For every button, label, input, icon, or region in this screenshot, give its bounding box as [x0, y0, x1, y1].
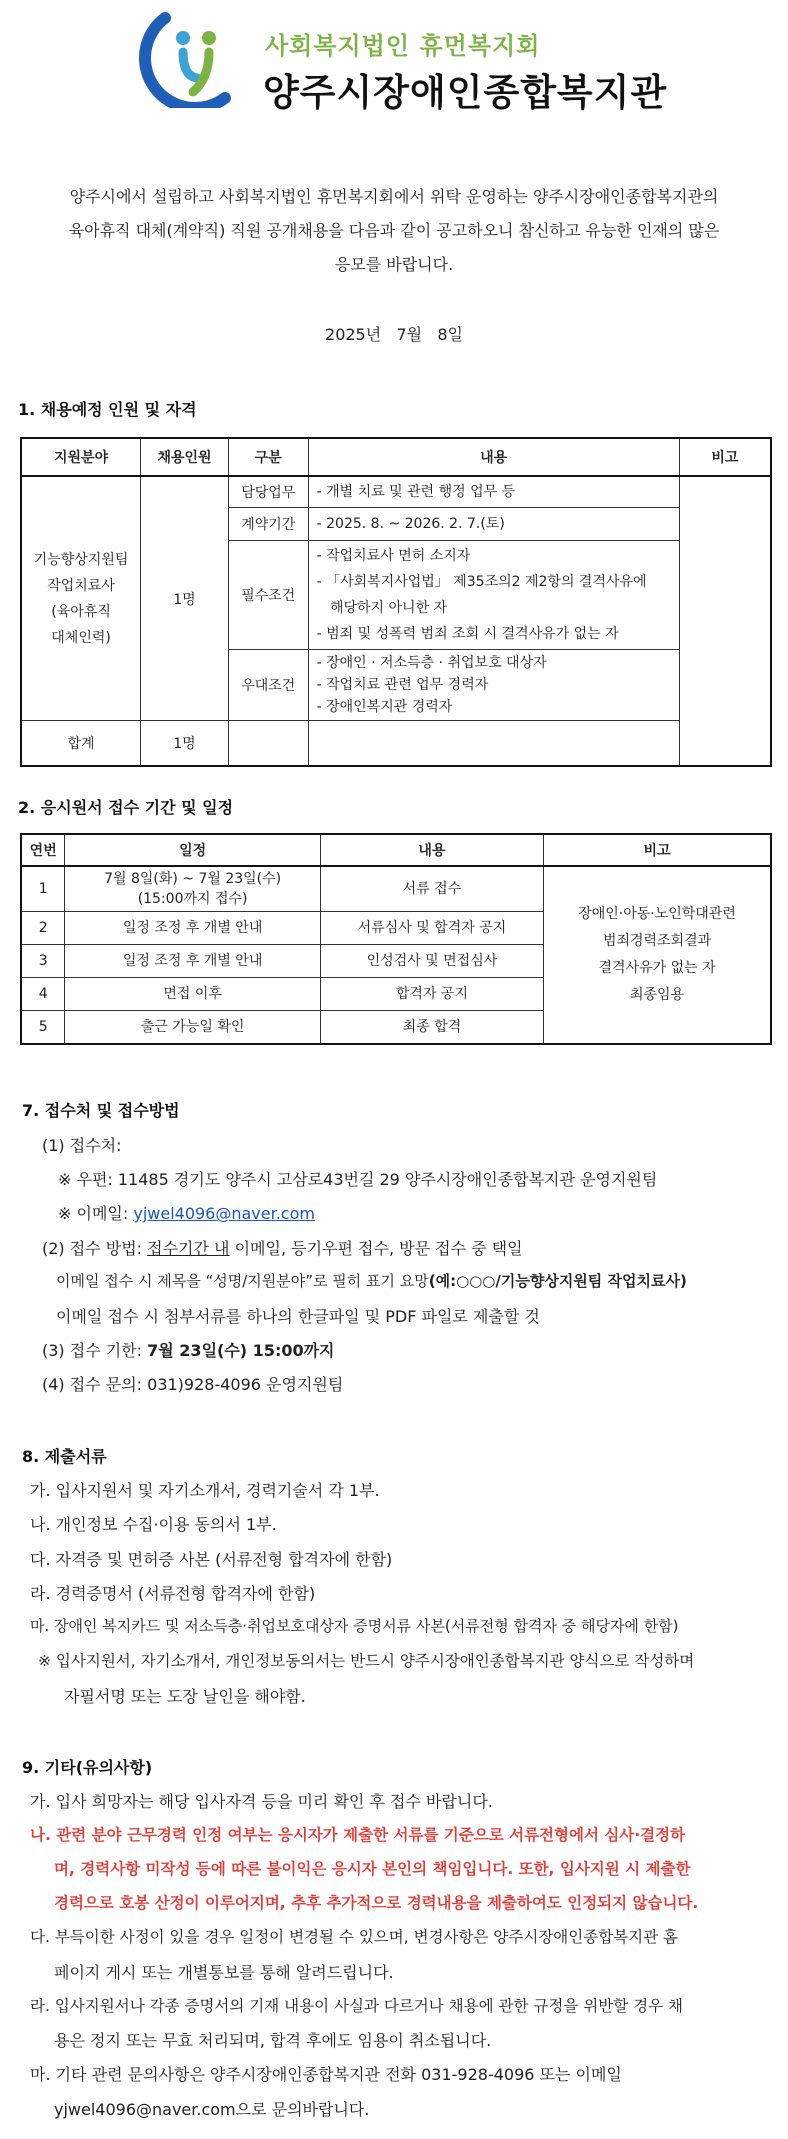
- remark-cell: [544, 866, 771, 1044]
- field-line: (육아휴직: [51, 603, 111, 620]
- row-number: 1: [21, 866, 65, 912]
- field-line: 작업치료사: [47, 577, 115, 594]
- text-line: [56, 1270, 687, 1291]
- column-header: 구분: [228, 438, 308, 476]
- text-line: 이메일 접수 시 첨부서류를 하나의 한글파일 및 PDF 파일로 제출할 것: [56, 1307, 540, 1326]
- announcement-date: 2025년 7월 8일: [325, 325, 463, 344]
- table-row: [21, 476, 771, 508]
- column-header: 지원분야: [21, 438, 141, 476]
- remark-cell: [679, 476, 771, 766]
- row-number: 3: [21, 945, 65, 978]
- warning-line: 나. 관련 분야 근무경력 인정 여부는 응시자가 제출한 서류를 기준으로 서류전형에서 심사·결정하: [30, 1826, 686, 1844]
- note-line: 자필서명 또는 도장 날인을 해야함.: [64, 1687, 306, 1706]
- row-number: 5: [21, 1011, 65, 1045]
- text-span: (예:○○○/기능향상지원팀 작업치료사): [428, 1272, 687, 1290]
- content-cell: 서류 접수: [320, 866, 543, 912]
- intro-line: 육아휴직 대체(계약직) 직원 공개채용을 다음과 같이 공고하오니 참신하고 유능한 인재의 많은: [68, 221, 720, 240]
- text-span: 접수기간 내: [147, 1239, 230, 1258]
- email-link[interactable]: yjwel4096@naver.com: [133, 1204, 315, 1223]
- text-span: (3) 접수 기한:: [42, 1341, 148, 1360]
- org-subtitle: 사회복지법인 휴먼복지회: [265, 32, 541, 60]
- remark-line: 범죄경력조회결과: [602, 933, 712, 949]
- category-cell: 필수조건: [228, 541, 308, 650]
- category-cell: 담당업무: [228, 476, 308, 508]
- content-line: - 「사회복지사업법」 제35조의2 제2항의 결격사유에: [316, 574, 647, 590]
- content-line: - 작업치료 관련 업무 경력자: [316, 677, 489, 693]
- org-title: 양주시장애인종합복지관: [263, 71, 668, 114]
- schedule-cell: 일정 조정 후 개별 안내: [65, 945, 320, 978]
- category-cell: 계약기간: [228, 508, 308, 541]
- remark-line: 장애인·아동·노인학대관련: [578, 906, 736, 922]
- list-item: yjwel4096@naver.com으로 문의바랍니다.: [54, 2100, 370, 2119]
- column-header: 비고: [544, 834, 771, 866]
- intro-line: 응모를 바랍니다.: [334, 255, 454, 274]
- text-line: [58, 1201, 315, 1224]
- section1-title: 1. 채용예정 인원 및 자격: [18, 400, 197, 419]
- email-label: ※ 이메일:: [58, 1204, 134, 1223]
- content-cell: - 개별 치료 및 관련 행정 업무 등: [308, 476, 679, 508]
- header: [125, 8, 685, 114]
- text-line: [42, 1236, 523, 1259]
- empty-cell: [228, 721, 308, 767]
- row-number: 4: [21, 978, 65, 1011]
- section7-title: 7. 접수처 및 접수방법: [22, 1101, 180, 1120]
- schedule-table: [20, 833, 772, 1045]
- text-line: ※ 우편: 11485 경기도 양주시 고삼로43번길 29 양주시장애인종합복지관 운영지원팀: [58, 1170, 658, 1189]
- field-cell: [21, 476, 141, 721]
- content-line: 해당하지 아니한 자: [316, 600, 448, 616]
- content-cell: 서류심사 및 합격자 공지: [320, 912, 543, 945]
- table-header-row: [21, 438, 771, 476]
- text-span: 이메일, 등기우편 접수, 방문 접수 중 택일: [229, 1239, 523, 1258]
- recruitment-table: [20, 437, 772, 767]
- empty-cell: [308, 721, 679, 767]
- total-label-cell: 합계: [21, 721, 141, 767]
- remark-line: 결격사유가 없는 자: [598, 960, 716, 976]
- list-item: 다. 부득이한 사정이 있을 경우 일정이 변경될 수 있으며, 변경사항은 양주시장애인종합복지관 홈: [30, 1928, 679, 1946]
- content-line: - 작업치료사 면허 소지자: [316, 548, 471, 564]
- total-count-cell: 1명: [141, 721, 229, 767]
- content-cell: 인성검사 및 면접심사: [320, 945, 543, 978]
- section9-title: 9. 기타(유의사항): [22, 1758, 153, 1777]
- content-line: - 범죄 및 성폭력 범죄 조회 시 결격사유가 없는 자: [316, 626, 619, 642]
- text-line: (4) 접수 문의: 031)928-4096 운영지원팀: [42, 1375, 344, 1394]
- row-number: 2: [21, 912, 65, 945]
- column-header: 내용: [320, 834, 543, 866]
- section2-title: 2. 응시원서 접수 기간 및 일정: [18, 798, 234, 817]
- list-item: 가. 입사지원서 및 자기소개서, 경력기술서 각 1부.: [30, 1481, 380, 1500]
- field-line: 기능향상지원팀: [33, 551, 129, 568]
- column-header: 내용: [308, 438, 679, 476]
- list-item: 라. 경력증명서 (서류전형 합격자에 한함): [30, 1584, 316, 1603]
- schedule-cell: 면접 이후: [65, 978, 320, 1011]
- warning-line: 며, 경력사항 미작성 등에 따른 불이익은 응시자 본인의 책임입니다. 또한, 입사지원 시 제출한: [54, 1860, 691, 1878]
- note-line: ※ 입사지원서, 자기소개서, 개인정보동의서는 반드시 양주시장애인종합복지관 양식으로 작성하며: [38, 1652, 695, 1670]
- content-cell: 합격자 공지: [320, 978, 543, 1011]
- column-header: 비고: [679, 438, 771, 476]
- schedule-cell: [65, 866, 320, 912]
- list-item: 마. 장애인 복지카드 및 저소득층·취업보호대상자 증명서류 사본(서류전형 합격자 중 해당자에 한함): [30, 1617, 679, 1635]
- column-header: 채용인원: [141, 438, 229, 476]
- column-header: 연번: [21, 834, 65, 866]
- content-line: - 장애인 · 저소득층 · 취업보호 대상자: [316, 655, 547, 671]
- intro-paragraph: [30, 180, 758, 282]
- section8-title: 8. 제출서류: [22, 1447, 107, 1466]
- content-cell: 최종 합격: [320, 1011, 543, 1045]
- content-cell: [308, 541, 679, 650]
- warning-line: 경력으로 호봉 산정이 이루어지며, 추후 추가적으로 경력내용을 제출하여도 인정되지 않습니다.: [54, 1894, 699, 1912]
- text-line: [42, 1338, 335, 1361]
- list-item: 가. 입사 희망자는 해당 입사자격 등을 미리 확인 후 접수 바랍니다.: [30, 1792, 493, 1811]
- list-item: 다. 자격증 및 면허증 사본 (서류전형 합격자에 한함): [30, 1550, 393, 1569]
- count-cell: 1명: [141, 476, 229, 721]
- field-line: 대체인력): [51, 629, 111, 646]
- list-item: 라. 입사지원서나 각종 증명서의 기재 내용이 사실과 다르거나 채용에 관한 규정을 위반할 경우 채: [30, 1997, 683, 2015]
- text-span: 이메일 접수 시 제목을 “성명/지원분야”로 필히 표기 요망: [56, 1272, 429, 1290]
- schedule-line: (15:00까지 접수): [137, 891, 248, 907]
- category-cell: 우대조건: [228, 650, 308, 721]
- schedule-cell: 일정 조정 후 개별 안내: [65, 912, 320, 945]
- remark-line: 최종임용: [630, 987, 685, 1003]
- content-cell: - 2025. 8. ~ 2026. 2. 7.(토): [308, 508, 679, 541]
- list-item: 마. 기타 관련 문의사항은 양주시장애인종합복지관 전화 031-928-4096 또는 이메일: [30, 2065, 622, 2084]
- intro-line: 양주시에서 설립하고 사회복지법인 휴먼복지회에서 위탁 운영하는 양주시장애인종합복지관의: [69, 187, 719, 206]
- table-total-row: [21, 721, 771, 767]
- text-span: (2) 접수 방법:: [42, 1239, 148, 1258]
- text-line: (1) 접수처:: [42, 1136, 122, 1155]
- content-cell: [308, 650, 679, 721]
- text-span: 7월 23일(수) 15:00까지: [147, 1341, 335, 1360]
- schedule-line: 7월 8일(화) ~ 7월 23일(수): [104, 871, 282, 887]
- list-item: 페이지 게시 또는 개별통보를 통해 알려드립니다.: [54, 1963, 394, 1982]
- list-item: 용은 정지 또는 무효 처리되며, 합격 후에도 임용이 취소됩니다.: [54, 2031, 492, 2050]
- table-header-row: [21, 834, 771, 866]
- organization-logo-icon: [125, 8, 245, 108]
- content-line: - 장애인복지관 경력자: [316, 699, 453, 715]
- table-row: [21, 866, 771, 912]
- schedule-cell: 출근 가능일 확인: [65, 1011, 320, 1045]
- column-header: 일정: [65, 834, 320, 866]
- list-item: 나. 개인정보 수집·이용 동의서 1부.: [30, 1515, 277, 1534]
